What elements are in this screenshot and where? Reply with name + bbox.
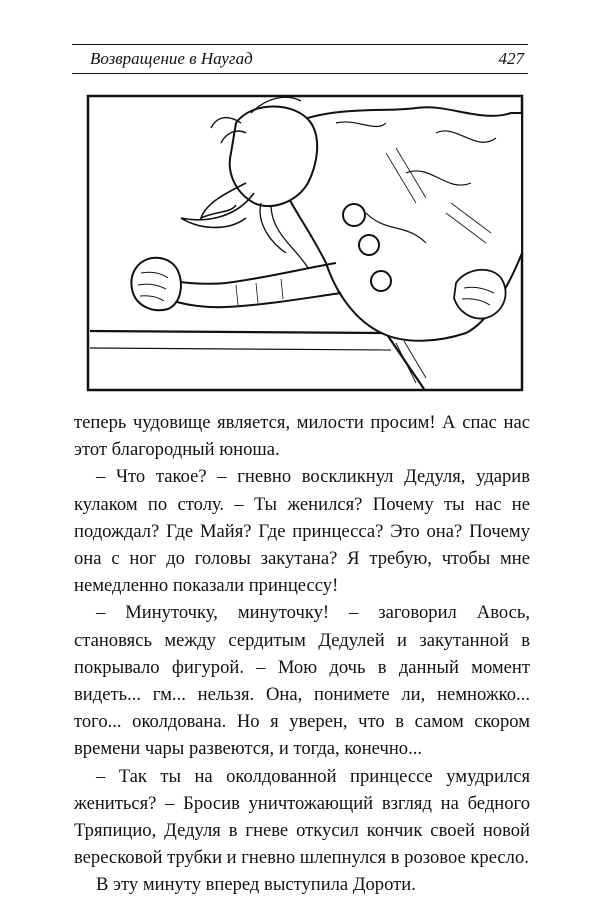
running-header xyxy=(72,44,528,74)
paragraph: – Минуточку, минуточку! – заговорил Авось, становясь между сердитым Дедулей и закутанной в покрывало фигурой. – Мою дочь в данный момент видеть... гм... нельзя. Она, понимете ли, немножко... того... околдована. Но я уверен, что в самом скором времени чары развеются, и тогда, конечно... xyxy=(74,602,530,760)
page-number: 427 xyxy=(498,49,524,68)
paragraph: – Что такое? – гневно воскликнул Дедуля, ударив кулаком по столу. – Ты женился? Почему ты нас не подождал? Где Майя? Где принцесса? Это она? Почему она с ног до головы закутана? Я требую, чтобы мне немедленно показали принцессу! xyxy=(74,466,530,597)
header-top-rule xyxy=(72,44,528,45)
body-text xyxy=(74,409,530,899)
running-title: Возвращение в Наугад xyxy=(90,49,253,68)
paragraph: теперь чудовище является, милости просим! А спас нас этот благородный юноша. xyxy=(74,412,530,461)
illustration xyxy=(86,93,526,393)
header-bottom-rule xyxy=(72,73,528,74)
illustration-dedulya-pounding-table-icon xyxy=(86,93,526,393)
paragraph: В эту минуту вперед выступила Дороти. xyxy=(96,874,416,896)
paragraph: – Так ты на околдованной принцессе умудрился жениться? – Бросив уничтожающий взгляд на бедного Тряпицио, Дедуля в гневе откусил кончик своей новой вересковой трубки и гневно шлепнулся в розовое кресло. xyxy=(74,765,530,869)
